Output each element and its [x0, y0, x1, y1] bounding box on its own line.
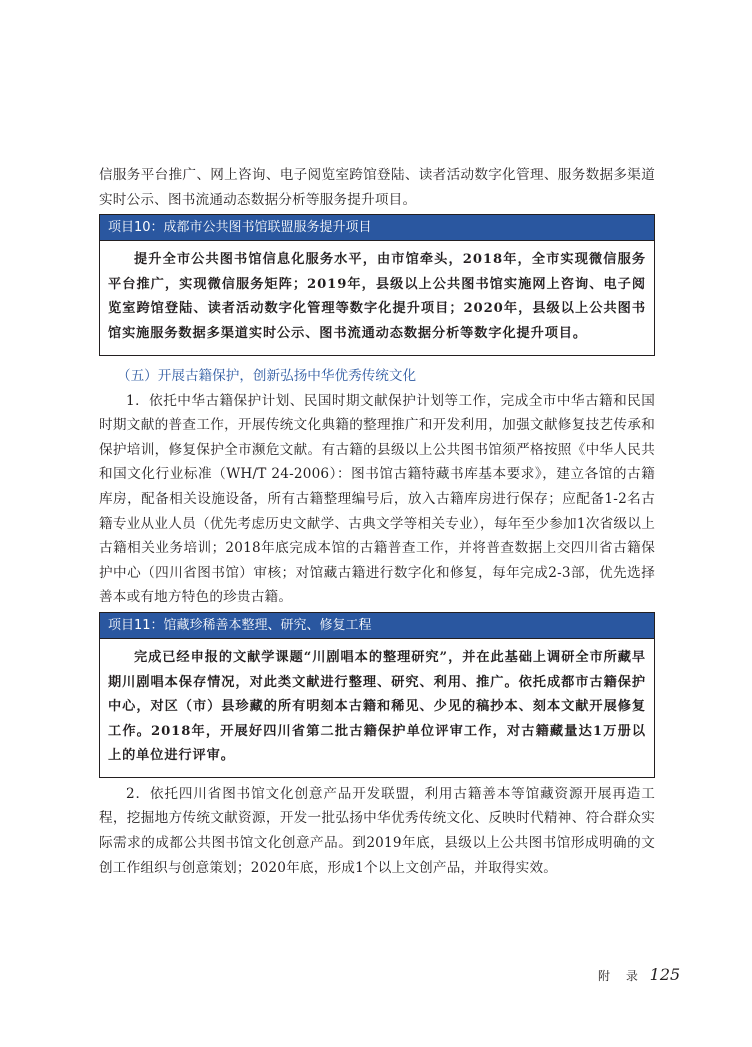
- project-11-body: [100, 639, 654, 777]
- paragraph-1: 1．依托中华古籍保护计划、民国时期文献保护计划等工作，完成全市中华古籍和民国时期文献的普查工作，开展传统文化典籍的整理推广和开发利用，加强文献修复技艺传承和保护培训，修复保护全市濒危文献。有古籍的县级以上公共图书馆须严格按照《中华人民共和国文化行业标准（WH/T 24-2006）：图书馆古籍特藏书库基本要求》，建立各馆的古籍库房，配备相关设施设备，所有古籍整理编号后，放入古籍库房进行保存；应配备1-2名古籍专业从业人员（优先考虑历史文献学、古典文学等相关专业），每年至少参加1次省级以上古籍相关业务培训；2018年底完成本馆的古籍普查工作，并将普查数据上交四川省古籍保护中心（四川省图书馆）审核；对馆藏古籍进行数字化和修复，每年完成2-3部，优先选择善本或有地方特色的珍贵古籍。: [99, 392, 655, 606]
- project-10-header: 项目10：成都市公共图书馆联盟服务提升项目: [100, 215, 654, 241]
- page-number: 125: [649, 965, 681, 984]
- project-10-box: [99, 214, 655, 355]
- section-5-title: （五）开展古籍保护，创新弘扬中华优秀传统文化: [117, 367, 417, 384]
- project-10-body: [100, 241, 654, 354]
- project-10-text: 提升全市公共图书馆信息化服务水平，由市馆牵头，2018年，全市实现微信服务平台推广，实现微信服务矩阵；2019年，县级以上公共图书馆实施网上咨询、电子阅览室跨馆登陆、读者活动数字化管理等数字化提升项目；2020年，县级以上公共图书馆实施服务数据多渠道实时公示、图书流通动态数据分析等数字化提升项目。: [108, 252, 646, 341]
- page-footer: [598, 962, 680, 988]
- intro-paragraph: 信服务平台推广、网上咨询、电子阅览室跨馆登陆、读者活动数字化管理、服务数据多渠道实时公示、图书流通动态数据分析等服务提升项目。: [99, 167, 655, 208]
- paragraph-2: 2．依托四川省图书馆文化创意产品开发联盟，利用古籍善本等馆藏资源开展再造工程，挖掘地方传统文献资源，开发一批弘扬中华优秀传统文化、反映时代精神、符合群众实际需求的成都公共图书馆文化创意产品。到2019年底，县级以上公共图书馆形成明确的文创工作组织与创意策划；2020年底，形成1个以上文创产品，并取得实效。: [99, 785, 655, 876]
- project-11-header: 项目11：馆藏珍稀善本整理、研究、修复工程: [100, 613, 654, 639]
- footer-label: 附 录: [598, 969, 644, 983]
- project-11-box: [99, 612, 655, 778]
- project-11-text: 完成已经申报的文献学课题“川剧唱本的整理研究”，并在此基础上调研全市所藏早期川剧唱本保存情况，对此类文献进行整理、研究、利用、推广。依托成都市古籍保护中心，对区（市）县珍藏的所有明刻本古籍和稀见、少见的稿抄本、刻本文献开展修复工作。2018年，开展好四川省第二批古籍保护单位评审工作，对古籍藏量达1万册以上的单位进行评审。: [108, 649, 646, 764]
- page-content: [99, 163, 655, 880]
